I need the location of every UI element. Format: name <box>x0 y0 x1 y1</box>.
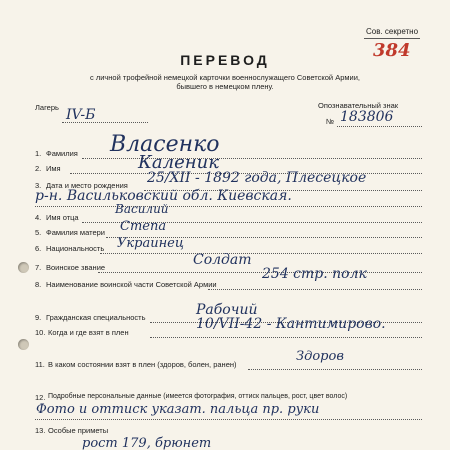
punch-hole-top <box>18 262 29 273</box>
field-number: 5. <box>35 228 42 237</box>
field-value-first-name: Каленик <box>138 152 219 173</box>
field-value-rank: Солдат <box>193 252 252 268</box>
field-label-profession: Гражданская специальность <box>46 313 146 322</box>
field-label-surname: Фамилия <box>46 149 78 158</box>
sheet-number: 384 <box>373 40 411 61</box>
field-number: 1. <box>35 149 42 158</box>
field-number: 8. <box>35 280 42 289</box>
document-title: ПЕРЕВОД <box>180 52 270 68</box>
id-tag-value: 183806 <box>340 109 394 125</box>
field-label-mother: Фамилия матери <box>46 228 105 237</box>
field-label-condition: В каком состоянии взят в плен (здоров, болен, ранен) <box>48 360 237 369</box>
field-label-unit: Наименование воинской части Советской Армии <box>46 280 217 289</box>
field-number: 4. <box>35 213 42 222</box>
field-number: 12. <box>35 393 46 402</box>
field-number: 6. <box>35 244 42 253</box>
field-label-birth: Дата и место рождения <box>46 181 128 190</box>
classification-stamp: Сов. секретно <box>366 27 419 36</box>
field-value-personal-data: Фото и оттиск указат. пальца пр. руки <box>36 402 320 417</box>
field-value-condition: Здоров <box>296 349 344 364</box>
document-subtitle-2: бывшего в немецком плену. <box>176 82 274 91</box>
field-label-personal-data: Подробные персональные данные (имеется фотография, оттиск пальцев, рост, цвет волос) <box>48 393 348 400</box>
field-value-marks: рост 179, брюнет <box>82 436 212 450</box>
punch-hole-bottom <box>18 339 29 350</box>
camp-label: Лагерь <box>35 103 59 112</box>
camp-value: IV-Б <box>66 107 96 123</box>
field-label-father: Имя отца <box>46 213 79 222</box>
field-label-nationality: Национальность <box>46 244 105 253</box>
field-value-unit: 254 стр. полк <box>262 266 367 282</box>
document-subtitle-1: с личной трофейной немецкой карточки военнослужащего Советской Армии, <box>89 73 361 82</box>
field-number: 3. <box>35 181 42 190</box>
field-number: 7. <box>35 263 42 272</box>
field-label-captured: Когда и где взят в плен <box>48 328 129 337</box>
field-value-mother: Степа <box>120 219 167 234</box>
field-number: 13. <box>35 426 46 435</box>
field-value-captured: 10/VII-42 - Кантимирово. <box>196 316 386 332</box>
id-tag-label: Опознавательный знак <box>318 101 399 110</box>
field-number: 11. <box>35 360 45 369</box>
field-value-father: Василий <box>115 202 169 216</box>
field-value-profession: Рабочий <box>196 302 258 318</box>
field-label-first-name: Имя <box>46 164 61 173</box>
field-value-nationality: Украинец <box>117 236 184 251</box>
field-number: 10. <box>35 328 46 337</box>
field-number: 9. <box>35 313 42 322</box>
field-label-marks: Особые приметы <box>48 426 109 435</box>
field-label-rank: Воинское звание <box>46 263 106 272</box>
field-value-birth-line2: р-н. Васильковский обл. Киевская. <box>35 188 292 204</box>
id-tag-prefix: № <box>326 117 335 126</box>
field-value-surname: Власенко <box>110 132 220 157</box>
field-number: 2. <box>35 164 42 173</box>
field-value-birth-line1: 25/XII - 1892 года, Плесецкое <box>147 170 367 186</box>
